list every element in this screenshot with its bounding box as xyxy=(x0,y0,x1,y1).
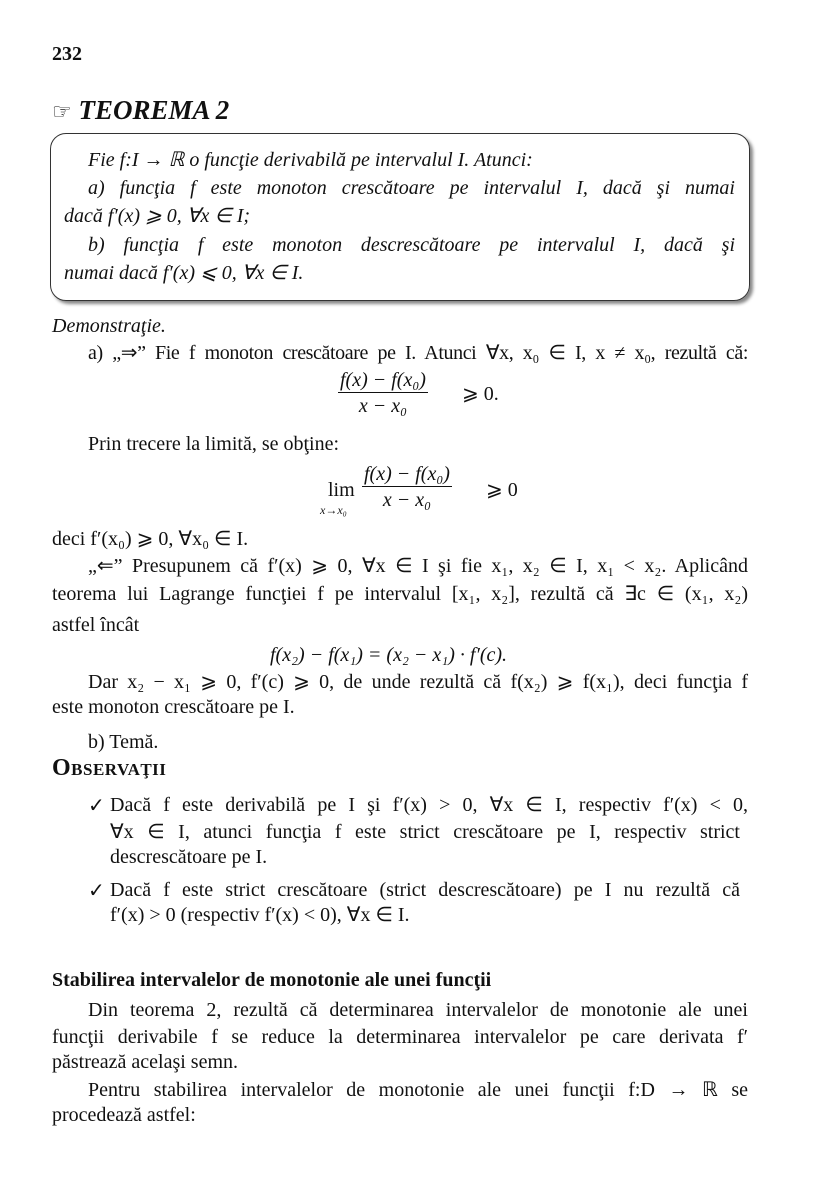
proof-line: Prin trecere la limită, se obţine: xyxy=(88,433,340,455)
fraction-denominator: x − x₀ xyxy=(358,395,408,417)
theorem-line: dacă f′(x) ⩾ 0, ∀x ∈ I; xyxy=(64,205,251,227)
section-line: funcţii derivabile f se reduce la determinarea intervalelor pe care derivata f′ xyxy=(52,1026,748,1048)
section-line: Din teorema 2, rezultă că determinarea intervalelor de monotonie ale unei xyxy=(88,999,748,1021)
observation-line: Dacă f este derivabilă pe I şi f′(x) > 0, ∀x ∈ I, respectiv f′(x) < 0, xyxy=(110,794,748,816)
proof-title: Demonstraţie. xyxy=(52,315,166,337)
proof-line: a) „⇒” Fie f monoton crescătoare pe I. Atunci ∀x, x₀ ∈ I, x ≠ x₀, rezultă că: xyxy=(88,342,748,364)
proof-line: „⇐” Presupunem că f′(x) ⩾ 0, ∀x ∈ I şi fie x₁, x₂ ∈ I, x₁ < x₂. Aplicând xyxy=(88,555,748,577)
fraction-denominator: x − x₀ xyxy=(382,489,432,511)
theorem-heading xyxy=(52,95,230,125)
theorem-line: a) funcţia f este monoton crescătoare pe intervalul I, dacă şi numai xyxy=(88,177,735,199)
proof-line: teorema lui Lagrange funcţiei f pe intervalul [x₁, x₂], rezultă că ∃c ∈ (x₁, x₂) xyxy=(52,583,748,605)
fraction-2 xyxy=(362,462,452,513)
check-icon: ✓ xyxy=(88,880,105,902)
pointing-hand-icon: ☞ xyxy=(52,99,72,124)
section-line: păstrează acelaşi semn. xyxy=(52,1051,239,1073)
observation-line: descrescătoare pe I. xyxy=(110,846,268,868)
page-number: 232 xyxy=(52,43,82,65)
proof-line: deci f′(x₀) ⩾ 0, ∀x₀ ∈ I. xyxy=(52,528,249,550)
proof-line: este monoton crescătoare pe I. xyxy=(52,696,295,718)
fraction-relation: ⩾ 0 xyxy=(486,479,518,501)
fraction-numerator: f(x) − f(x₀) xyxy=(340,369,426,391)
fraction-1 xyxy=(338,368,428,419)
fraction-relation: ⩾ 0. xyxy=(462,383,499,405)
limit-subscript: x→x₀ xyxy=(320,503,347,517)
section-line: procedează astfel: xyxy=(52,1104,196,1126)
limit-operator: lim xyxy=(328,479,355,501)
check-icon: ✓ xyxy=(88,795,105,817)
observations-title: Observaţii xyxy=(52,755,167,781)
proof-line: b) Temă. xyxy=(88,731,159,753)
section-line: Pentru stabilirea intervalelor de monotonie ale unei funcţii f:D → ℝ se xyxy=(88,1079,748,1101)
theorem-title: TEOREMA 2 xyxy=(78,95,230,125)
observation-line: f′(x) > 0 (respectiv f′(x) < 0), ∀x ∈ I. xyxy=(110,904,410,926)
observation-line: Dacă f este strict crescătoare (strict descrescătoare) pe I nu rezultă că xyxy=(110,879,740,901)
proof-line: Dar x₂ − x₁ ⩾ 0, f′(c) ⩾ 0, de unde rezultă că f(x₂) ⩾ f(x₁), deci funcţia f xyxy=(88,671,748,693)
section-heading: Stabilirea intervalelor de monotonie ale unei funcţii xyxy=(52,969,492,991)
theorem-line: numai dacă f′(x) ⩽ 0, ∀x ∈ I. xyxy=(64,262,304,284)
theorem-line: b) funcţia f este monoton descrescătoare pe intervalul I, dacă şi xyxy=(88,234,735,256)
proof-line: astfel încât xyxy=(52,614,140,636)
theorem-line: Fie f:I → ℝ o funcţie derivabilă pe intervalul I. Atunci: xyxy=(88,149,533,171)
fraction-numerator: f(x) − f(x₀) xyxy=(364,463,450,485)
equation: f(x₂) − f(x₁) = (x₂ − x₁) · f′(c). xyxy=(270,644,508,666)
observation-line: ∀x ∈ I, atunci funcţia f este strict crescătoare pe I, respectiv strict xyxy=(110,821,740,843)
